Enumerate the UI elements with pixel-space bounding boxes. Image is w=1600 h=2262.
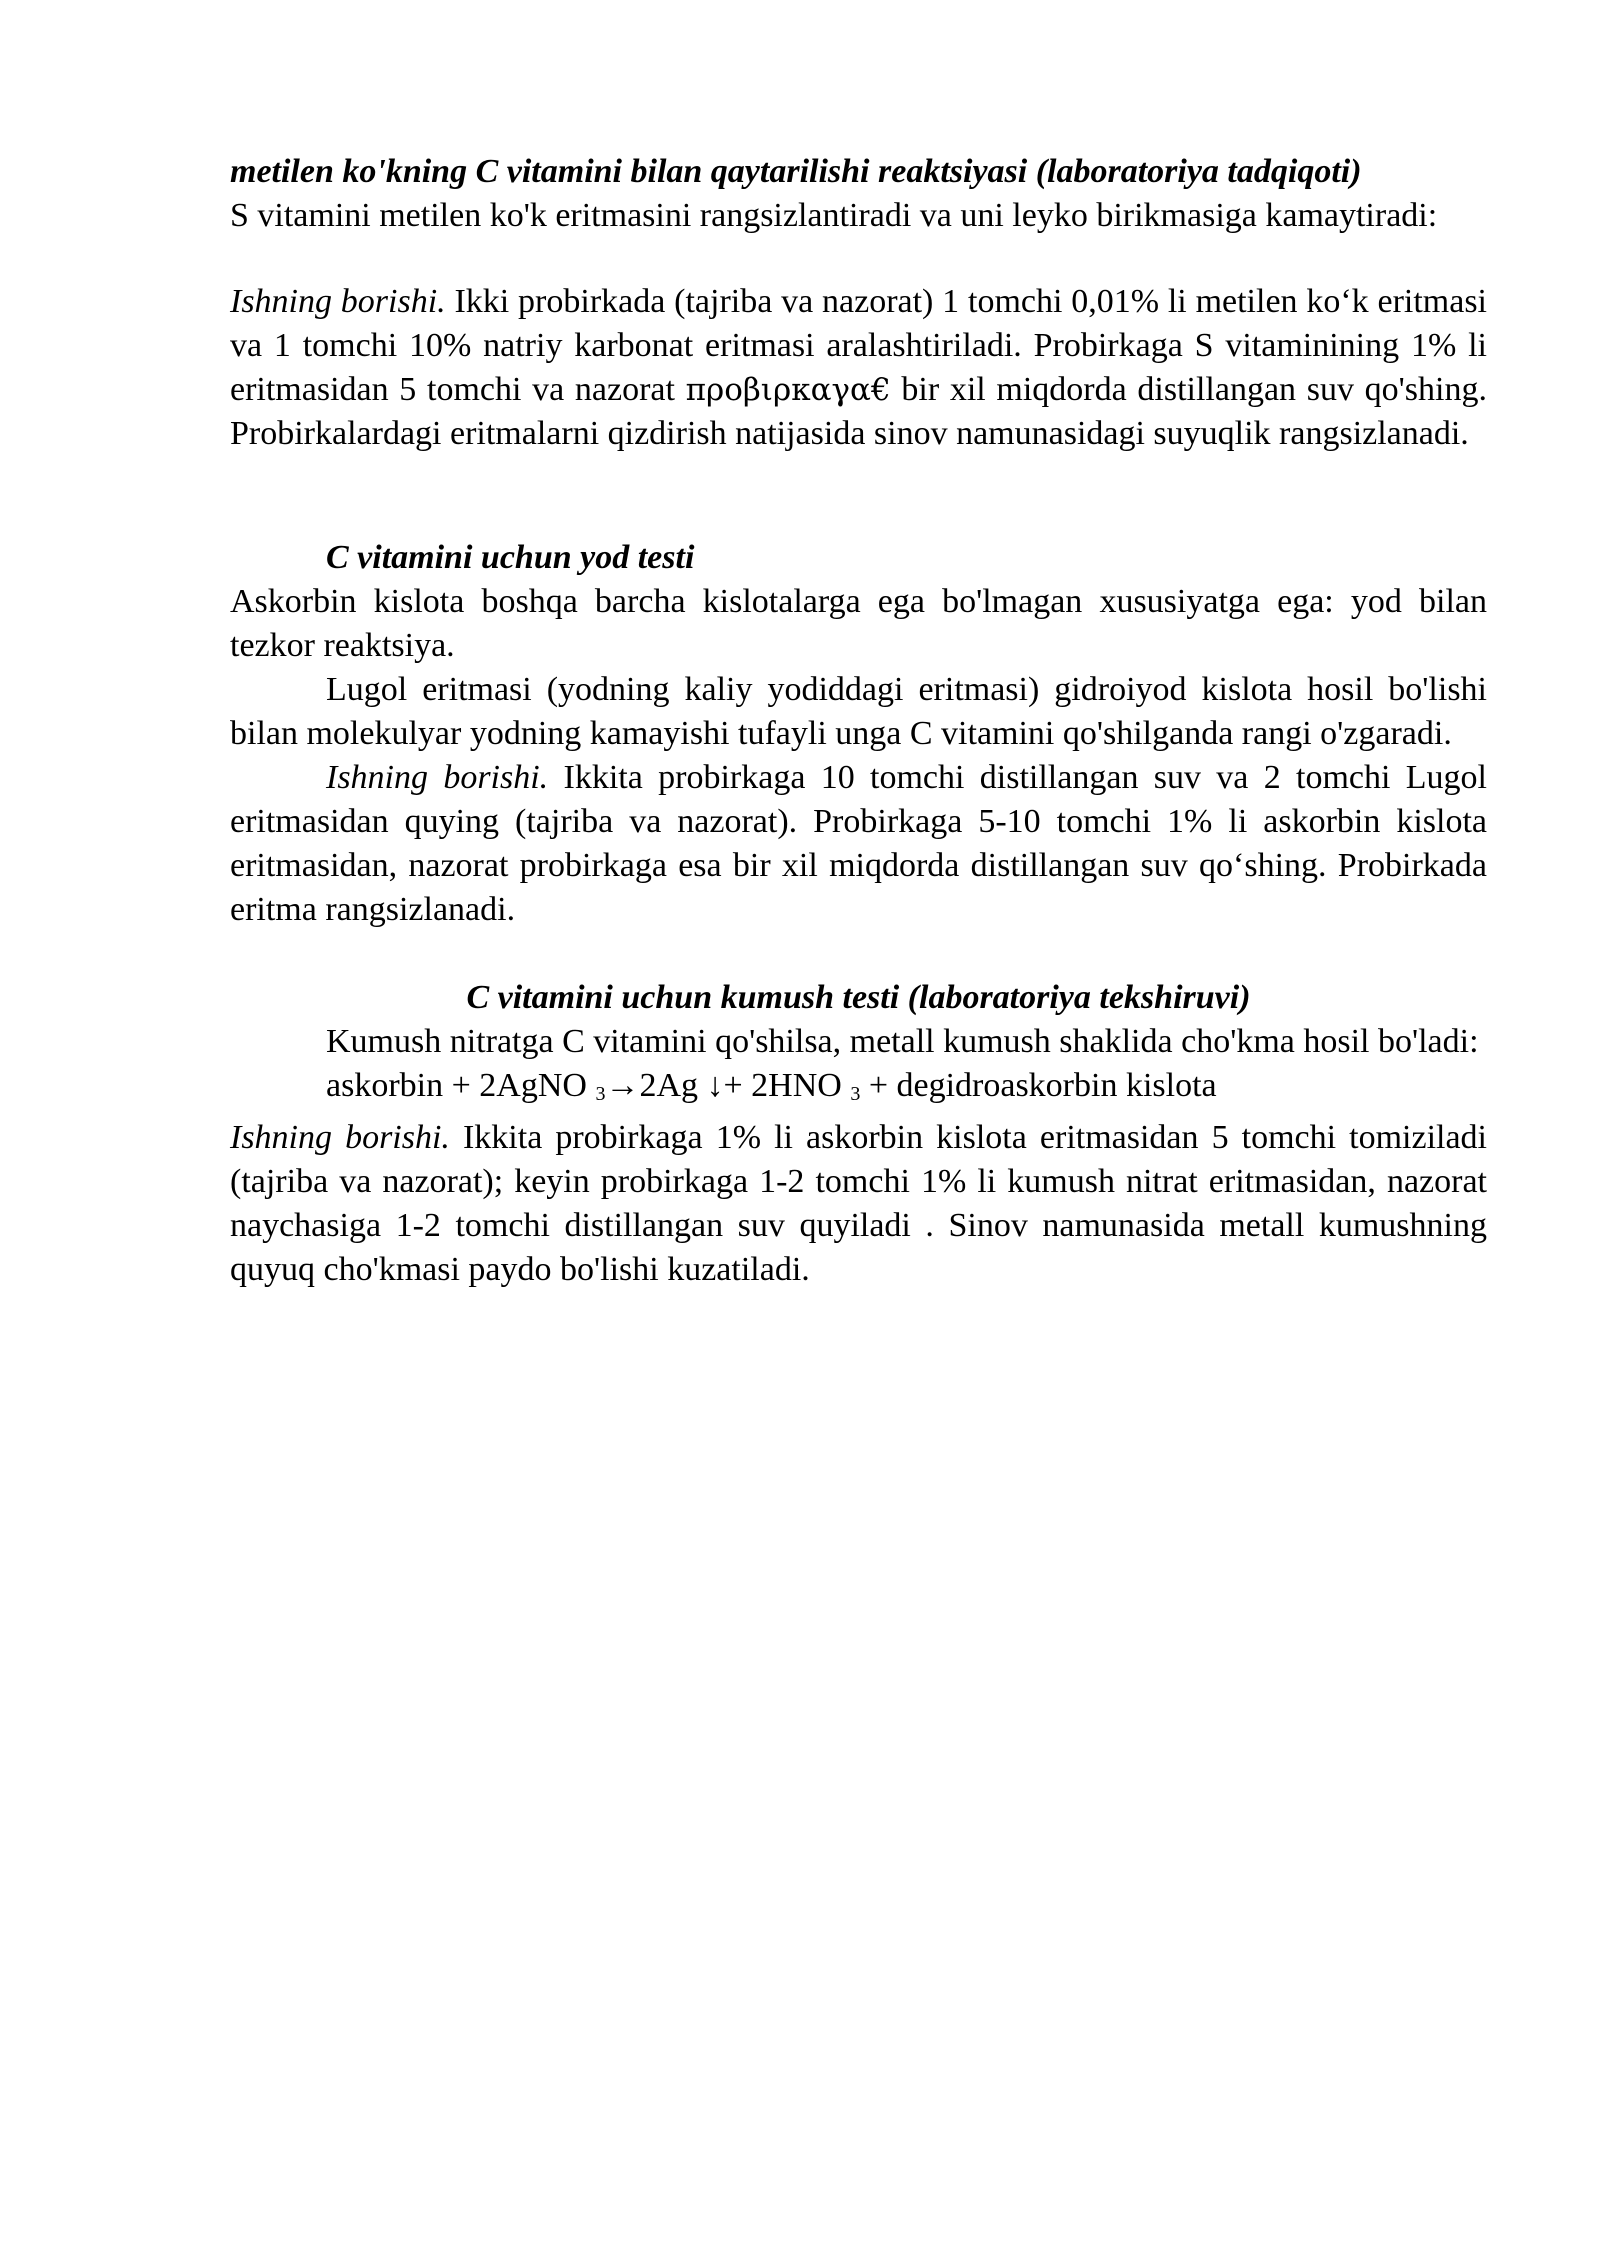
procedure-text: Ikkita probirkaga 10 tomchi distillangan suv va 2 tomchi Lugol eritmasidan quying (tajriba va nazorat). Probirkaga 5-10 tomchi 1% li askorbin kislota eritmasidan, nazorat probirkaga esa bir xil miqdorda distillangan suv qo‘shing. Probirkada eritma rangsizlanadi.	[230, 759, 1488, 928]
section-heading-iodine-test: C vitamini uchun yod testi	[326, 539, 695, 576]
section-intro-paragraph: S vitamini metilen ko'k eritmasini rangsizlantiradi va uni leyko birikmasiga kamaytiradi:	[230, 197, 1438, 234]
procedure-paragraph-methylene-blue	[230, 280, 1487, 456]
spacer	[230, 932, 1487, 976]
equation-subscript-2: 3	[850, 1083, 861, 1105]
section-heading-methylene-blue: metilen ko'kning C vitamini bilan qaytarilishi reaktsiyasi (laboratoriya tadqiqoti)	[230, 153, 1362, 190]
procedure-label: Ishning borishi.	[230, 283, 446, 320]
spacer	[230, 238, 1487, 280]
spacer	[230, 456, 1487, 536]
procedure-text-part-a: Ikki probirkada (tajriba va nazorat) 1 tomchi 0,01% li metilen ko‘k eritmasi va 1 tomchi 10% natriy karbonat eritmasi aralashtiriladi. Probirkaga S vitaminining 1% li eritmasidan 5 tomchi va nazorat	[230, 283, 1487, 408]
lugol-paragraph: Lugol eritmasi (yodning kaliy yodiddagi eritmasi) gidroiyod kislota hosil bo'lishi bilan molekulyar yodning kamayishi tufayli unga C vitamini qo'shilganda rangi o'zgaradi.	[230, 671, 1487, 752]
procedure-paragraph-silver	[230, 1116, 1487, 1292]
procedure-text: Ikkita probirkaga 1% li askorbin kislota eritmasidan 5 tomchi tomiziladi (tajriba va nazorat); keyin probirkaga 1-2 tomchi 1% li kumush nitrat eritmasidan, nazorat naychasiga 1-2 tomchi distillangan suv quyiladi . Sinov namunasida metall kumushning quyuq cho'kmasi paydo bo'lishi kuzatiladi.	[230, 1119, 1487, 1288]
reaction-equation	[230, 1064, 1487, 1116]
procedure-greek-text: προβιρκαγα€	[685, 372, 891, 408]
iodine-intro-paragraph: Askorbin kislota boshqa barcha kislotalarga ega bo'lmagan xususiyatga ega: yod bilan tezkor reaktsiya.	[230, 583, 1487, 664]
procedure-text-part-b: bir xil miqdorda distillangan suv qo'shing. Probirkalardagi eritmalarni qizdirish natijasida sinov namunasidagi suyuqlik rangsizlanadi.	[230, 371, 1487, 452]
section-heading-silver-test: C vitamini uchun kumush testi (laboratoriya tekshiruvi)	[466, 979, 1251, 1016]
equation-part-2: →2Ag ↓+ 2HNO	[605, 1067, 851, 1104]
procedure-label: Ishning borishi.	[326, 759, 549, 796]
procedure-label: Ishning borishi.	[230, 1119, 450, 1156]
equation-part-1: askorbin + 2AgNO	[326, 1067, 596, 1104]
equation-subscript-1: 3	[595, 1083, 606, 1105]
document-page	[230, 150, 1487, 1292]
silver-intro-paragraph: Kumush nitratga C vitamini qo'shilsa, metall kumush shaklida cho'kma hosil bo'ladi:	[326, 1023, 1479, 1060]
procedure-paragraph-iodine	[230, 756, 1487, 932]
equation-part-3: + degidroaskorbin kislota	[860, 1067, 1217, 1104]
